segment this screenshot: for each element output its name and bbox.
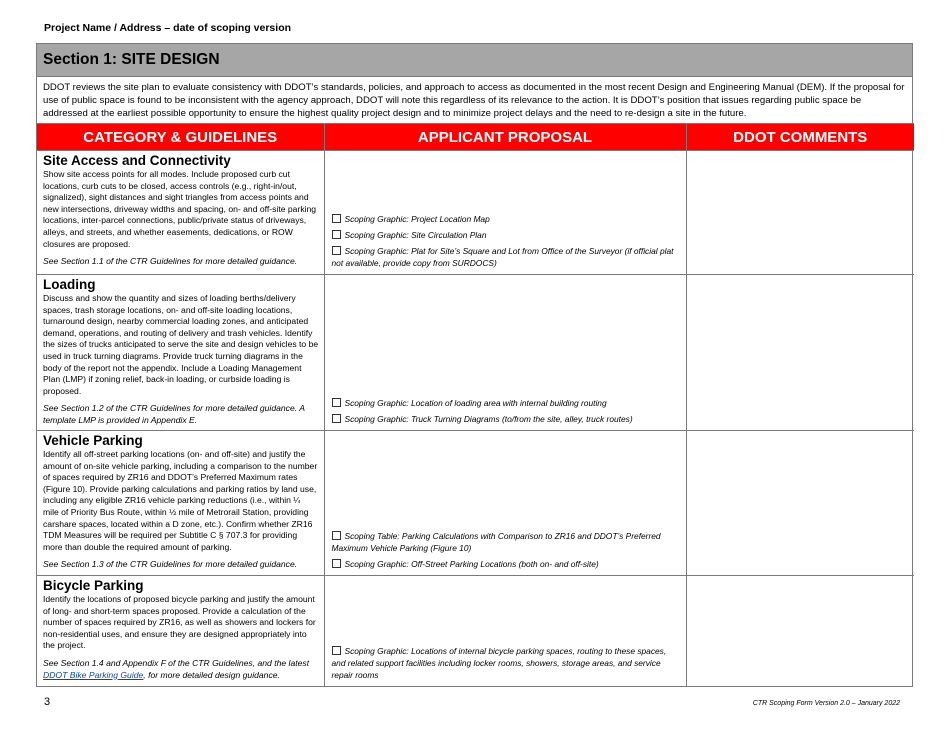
checklist-item	[332, 245, 680, 269]
category-note: See Section 1.1 of the CTR Guidelines for more detailed guidance.	[43, 256, 298, 267]
checklist-item	[332, 397, 680, 409]
table-row-vehicle-parking	[37, 431, 914, 576]
proposal-cell	[324, 431, 686, 576]
page-header: Project Name / Address – date of scoping version	[44, 22, 292, 34]
comments-cell[interactable]	[686, 151, 914, 275]
checkbox[interactable]	[332, 398, 341, 407]
header-ddot-comments: DDOT COMMENTS	[686, 124, 914, 151]
comments-cell[interactable]	[686, 275, 914, 431]
category-title: Vehicle Parking	[43, 433, 143, 448]
category-body: Identify the locations of proposed bicycle parking and justify the amount of long- and short-term spaces proposed. Provide a calculation of the number of spaces required by ZR16, as well as showers and lockers for non-residential uses, and ensure they are designed appropriately into the project.	[43, 594, 316, 651]
note-suffix: , for more detailed design guidance.	[143, 669, 280, 680]
checklist-item-label: Scoping Graphic: Location of loading area with internal building routing	[344, 398, 607, 408]
checkbox[interactable]	[332, 246, 341, 255]
category-note: See Section 1.2 of the CTR Guidelines for more detailed guidance. A template LMP is provided in Appendix E.	[43, 403, 305, 425]
section-intro: DDOT reviews the site plan to evaluate consistency with DDOT’s standards, policies, and approach to access as documented in the most recent Design and Engineering Manual (DEM). If the proposal for use of public space is found to be inconsistent with the agency approach, DDOT will note this regardless of its relevance to the action. It is DDOT’s position that issues regarding public space be addressed at the earliest possible opportunity to ensure the highest quality project design and to minimize project delays and the need to re-design a site in the future.	[43, 82, 905, 119]
checklist-item-label: Scoping Table: Parking Calculations with Comparison to ZR16 and DDOT’s Preferred Maximum Vehicle Parking (Figure 10)	[331, 531, 661, 553]
proposal-cell	[324, 275, 686, 431]
table-row-bicycle-parking	[37, 576, 914, 686]
checklist-item	[332, 213, 680, 225]
checklist-item-label: Scoping Graphic: Off-Street Parking Locations (both on- and off-site)	[344, 559, 599, 569]
section-title: Section 1: SITE DESIGN	[37, 44, 912, 77]
checklist-item	[332, 413, 680, 425]
scoping-table	[37, 123, 914, 686]
table-header-row	[37, 124, 914, 151]
note-prefix: See Section 1.4 and Appendix F of the CTR Guidelines, and the latest	[43, 657, 310, 668]
form-version: CTR Scoping Form Version 2.0 – January 2022	[752, 700, 900, 707]
checkbox[interactable]	[332, 414, 341, 423]
section-frame	[36, 43, 913, 687]
bike-parking-guide-link[interactable]: DDOT Bike Parking Guide	[43, 669, 144, 680]
category-title: Loading	[43, 277, 96, 292]
checklist-item-label: Scoping Graphic: Plat for Site’s Square and Lot from Office of the Surveyor (if official plat not available, provide copy from SURDOCS)	[331, 246, 674, 268]
category-cell	[37, 275, 324, 431]
checklist-item	[332, 558, 680, 570]
proposal-cell	[324, 151, 686, 275]
category-body: Identify all off-street parking locations (on- and off-site) and justify the amount of on-site vehicle parking, including a comparison to the number of spaces required by ZR16 and DDOT’s Preferred Maximum rates (Figure 10). Provide parking calculations and parking ratios by land use, including any eligible ZR16 vehicle parking reductions (i.e., within ¼ mile of Priority Bus Route, within ½ mile of Metrorail Station, providing carshare spaces, located within a D zone, etc.). Confirm whether ZR16 TDM Measures will be required per Subtitle C § 707.3 for providing more than double the required amount of parking.	[43, 449, 318, 552]
category-title: Bicycle Parking	[43, 578, 144, 593]
category-cell	[37, 576, 324, 686]
checkbox[interactable]	[332, 531, 341, 540]
category-note: See Section 1.3 of the CTR Guidelines for more detailed guidance.	[43, 559, 298, 570]
checklist-item	[332, 530, 680, 554]
category-cell	[37, 431, 324, 576]
header-category: CATEGORY & GUIDELINES	[37, 124, 324, 151]
category-note	[43, 658, 319, 681]
header-applicant-proposal: APPLICANT PROPOSAL	[324, 124, 686, 151]
checkbox[interactable]	[332, 559, 341, 568]
table-row-site-access	[37, 151, 914, 275]
checkbox[interactable]	[332, 646, 341, 655]
checklist-item-label: Scoping Graphic: Locations of internal bicycle parking spaces, routing to these spaces, and related support facilities including locker rooms, showers, storage areas, and service repair rooms	[331, 645, 667, 680]
proposal-cell	[324, 576, 686, 686]
comments-cell[interactable]	[686, 576, 914, 686]
category-title: Site Access and Connectivity	[43, 153, 231, 168]
category-body: Discuss and show the quantity and sizes of loading berths/delivery spaces, trash storage locations, on- and off-site loading locations, turnaround design, nearby commercial loading zones, and anticipated demand, operations, and routing of delivery and trash vehicles. Identify the sizes of trucks anticipated to serve the site and design vehicles to be used in truck turning diagrams. Provide truck turning diagrams in the body of the report not the appendix. Include a Loading Management Plan (LMP) if zoning relief, back-in loading, or curbside loading is proposed.	[43, 293, 319, 396]
checklist-item	[332, 229, 680, 241]
checklist-item	[332, 645, 680, 681]
comments-cell[interactable]	[686, 431, 914, 576]
checklist-item-label: Scoping Graphic: Truck Turning Diagrams (to/from the site, alley, truck routes)	[344, 414, 633, 424]
checkbox[interactable]	[332, 214, 341, 223]
checklist-item-label: Scoping Graphic: Project Location Map	[344, 214, 490, 224]
checklist-item-label: Scoping Graphic: Site Circulation Plan	[344, 230, 487, 240]
page-number: 3	[44, 696, 51, 708]
category-body: Show site access points for all modes. Include proposed curb cut locations, curb cuts to be closed, access controls (e.g., right-in/out, signalized), sight distances and sight triangles from access points and new intersections, driveway widths and spacing, on- and off-site parking locations, inter-parcel connections, public/private status of driveways, alleys, and streets, and whether easements, dedications, or ROW closures are proposed.	[43, 169, 317, 249]
category-cell	[37, 151, 324, 275]
checkbox[interactable]	[332, 230, 341, 239]
table-row-loading	[37, 275, 914, 431]
